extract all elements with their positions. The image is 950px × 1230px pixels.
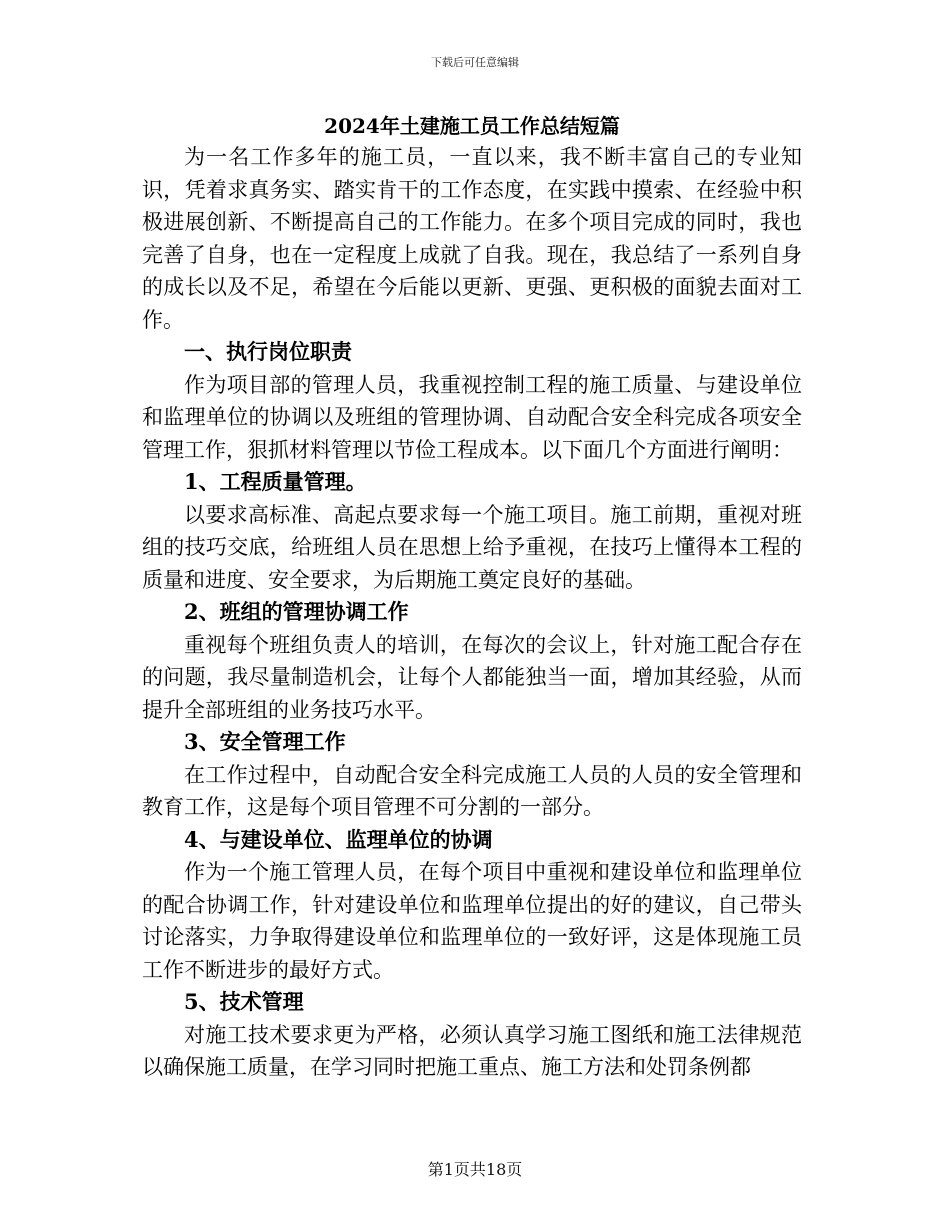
item-paragraph-quality: 以要求高标准、高起点要求每一个施工项目。施工前期，重视对班组的技巧交底，给班组人员在思想上给予重视，在技巧上懂得本工程的质量和进度、安全要求，为后期施工奠定良好的基础。: [142, 502, 802, 592]
intro-paragraph: 为一名工作多年的施工员，一直以来，我不断丰富自己的专业知识，凭着求真务实、踏实肯干的工作态度，在实践中摸索、在经验中积极进展创新、不断提高自己的工作能力。在多个项目完成的同时，我也完善了自身，也在一定程度上成就了自我。现在，我总结了一系列自身的成长以及不足，希望在今后能以更新、更强、更积极的面貌去面对工作。: [142, 145, 802, 332]
document-title: 2024年土建施工员工作总结短篇: [324, 114, 620, 138]
item-heading-team: 2、班组的管理协调工作: [184, 599, 409, 624]
page-header-note: 下载后可任意编辑: [431, 56, 519, 69]
item-heading-coordination: 4、与建设单位、监理单位的协调: [184, 826, 493, 852]
section-paragraph: 作为项目部的管理人员，我重视控制工程的施工质量、与建设单位和监理单位的协调以及班组的管理协调、自动配合安全科完成各项安全管理工作，狠抓材料管理以节俭工程成本。以下面几个方面进行阐明：: [142, 372, 802, 462]
item-heading-quality: 1、工程质量管理。: [184, 469, 367, 494]
item-paragraph-safety: 在工作过程中，自动配合安全科完成施工人员的人员的安全管理和教育工作，这是每个项目管理不可分割的一部分。: [142, 762, 802, 819]
item-paragraph-team: 重视每个班组负责人的培训，在每次的会议上，针对施工配合存在的问题，我尽量制造机会，让每个人都能独当一面，增加其经验，从而提升全部班组的业务技巧水平。: [142, 632, 802, 722]
document-body: [142, 111, 802, 1084]
item-heading-technical: 5、技术管理: [184, 989, 304, 1014]
item-paragraph-coordination: 作为一个施工管理人员，在每个项目中重视和建设单位和监理单位的配合协调工作，针对建设单位和监理单位提出的好的建议，自己带头讨论落实，力争取得建设单位和监理单位的一致好评，这是体现施工员工作不断进步的最好方式。: [142, 860, 802, 982]
item-paragraph-technical: 对施工技术要求更为严格，必须认真学习施工图纸和施工法律规范以确保施工质量，在学习同时把施工重点、施工方法和处罚条例都: [142, 1022, 802, 1079]
page-number: 第1页共18页: [427, 1160, 523, 1179]
item-heading-safety: 3、安全管理工作: [184, 729, 346, 754]
section-heading: 一、执行岗位职责: [184, 339, 352, 364]
